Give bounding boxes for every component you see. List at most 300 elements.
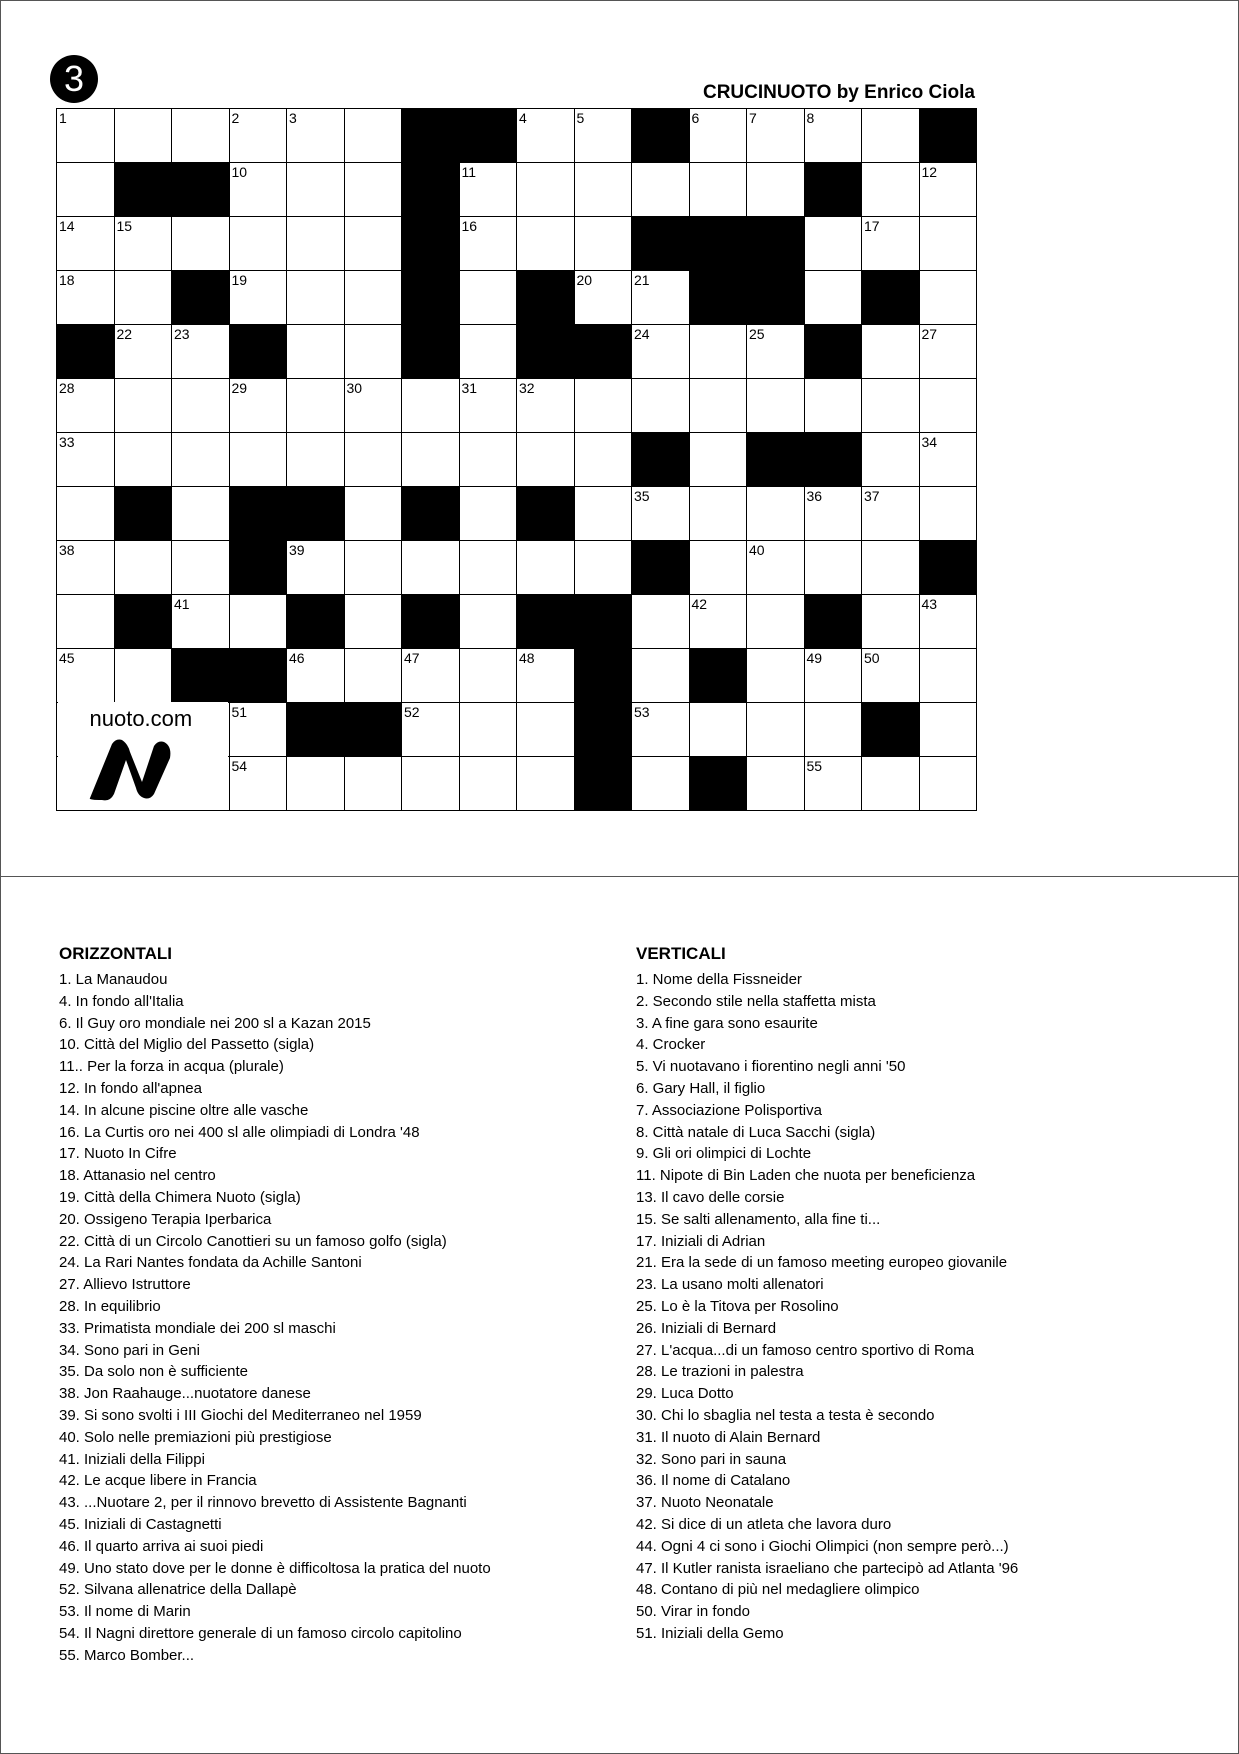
black-cell: [747, 271, 805, 325]
down-clue: 37. Nuoto Neonatale: [636, 1494, 774, 1512]
puzzle-title: CRUCINUOTO by Enrico Ciola: [702, 82, 975, 103]
black-cell: [172, 271, 230, 325]
grid-cell[interactable]: [345, 271, 403, 325]
grid-cell[interactable]: [57, 595, 115, 649]
cell-number: 52: [404, 704, 420, 720]
across-clue: 41. Iniziali della Filippi: [59, 1450, 205, 1468]
down-clue: 2. Secondo stile nella staffetta mista: [636, 992, 876, 1010]
cell-number: 19: [231, 272, 248, 288]
grid-cell[interactable]: [575, 109, 633, 163]
across-clue: 6. Il Guy oro mondiale nei 200 sl a Kazan 2015: [59, 1014, 371, 1032]
grid-cell[interactable]: [115, 379, 173, 433]
cell-number: 9: [921, 110, 930, 126]
grid-cell[interactable]: [402, 433, 460, 487]
down-clue: 31. Il nuoto di Alain Bernard: [636, 1428, 821, 1446]
cell-number: 28: [59, 380, 75, 396]
grid-cell[interactable]: [57, 379, 115, 433]
grid-cell[interactable]: [805, 487, 863, 541]
black-cell: [402, 325, 460, 379]
grid-cell[interactable]: [632, 271, 690, 325]
cell-number: 34: [921, 434, 938, 450]
across-clue: 12. In fondo all'apnea: [59, 1079, 202, 1097]
cell-number: 23: [174, 326, 190, 342]
grid-cell[interactable]: [747, 649, 805, 703]
black-cell: [690, 757, 748, 811]
grid-cell[interactable]: [920, 649, 978, 703]
black-cell: [862, 703, 920, 757]
grid-cell[interactable]: [230, 379, 288, 433]
black-cell: [115, 163, 173, 217]
across-clue: 35. Da solo non è sufficiente: [59, 1363, 249, 1381]
grid-cell[interactable]: [230, 757, 288, 811]
down-clue: 5. Vi nuotavano i fiorentino negli anni '50: [636, 1058, 906, 1076]
grid-cell[interactable]: [920, 271, 978, 325]
down-clue: 42. Si dice di un atleta che lavora duro: [636, 1515, 892, 1533]
grid-cell[interactable]: [805, 271, 863, 325]
cell-number: 26: [806, 326, 823, 342]
logo-text: nuoto.com: [89, 706, 193, 731]
down-clue: 4. Crocker: [636, 1036, 706, 1054]
grid-cell[interactable]: [747, 109, 805, 163]
grid-cell[interactable]: [57, 217, 115, 271]
across-clue: 17. Nuoto In Cifre: [59, 1145, 177, 1163]
across-clue: 16. La Curtis oro nei 400 sl alle olimpiadi di Londra '48: [59, 1123, 420, 1141]
grid-cell[interactable]: [862, 163, 920, 217]
grid-cell[interactable]: [230, 109, 288, 163]
across-clue: 53. Il nome di Marin: [59, 1603, 191, 1621]
cell-number: 22: [116, 326, 133, 342]
down-clue: 51. Iniziali della Gemo: [636, 1624, 784, 1642]
grid-cell[interactable]: [345, 595, 403, 649]
grid-cell[interactable]: [862, 217, 920, 271]
grid-cell[interactable]: [690, 109, 748, 163]
cell-number: 41: [174, 596, 190, 612]
grid-cell[interactable]: [172, 379, 230, 433]
grid-cell[interactable]: [172, 487, 230, 541]
grid-cell[interactable]: [287, 379, 345, 433]
across-clue: 19. Città della Chimera Nuoto (sigla): [59, 1188, 301, 1206]
across-clue: 27. Allievo Istruttore: [59, 1276, 191, 1294]
cell-number: 38: [59, 542, 75, 558]
across-clue: 45. Iniziali di Castagnetti: [59, 1515, 222, 1533]
black-cell: [517, 325, 575, 379]
down-clue: 26. Iniziali di Bernard: [636, 1319, 777, 1337]
grid-cell[interactable]: [747, 325, 805, 379]
down-clue: 28. Le trazioni in palestra: [636, 1363, 804, 1381]
grid-cell[interactable]: [402, 541, 460, 595]
grid-cell[interactable]: [862, 433, 920, 487]
black-cell: [402, 109, 460, 163]
grid-cell[interactable]: [862, 487, 920, 541]
down-clue: 21. Era la sede di un famoso meeting europeo giovanile: [636, 1254, 1008, 1272]
grid-cell[interactable]: [172, 217, 230, 271]
across-clue: 46. Il quarto arriva ai suoi piedi: [59, 1537, 264, 1555]
black-cell: [575, 325, 633, 379]
black-cell: [230, 325, 288, 379]
across-clue: 43. ...Nuotare 2, per il rinnovo brevetto di Assistente Bagnanti: [59, 1494, 467, 1512]
grid-cell[interactable]: [920, 163, 978, 217]
grid-cell[interactable]: [460, 163, 518, 217]
cell-number: 29: [231, 380, 248, 396]
cell-number: 18: [59, 272, 75, 288]
grid-cell[interactable]: [517, 541, 575, 595]
black-cell: [575, 649, 633, 703]
grid-cell[interactable]: [575, 487, 633, 541]
grid-cell[interactable]: [632, 487, 690, 541]
cell-number: 25: [749, 326, 765, 342]
grid-cell[interactable]: [115, 649, 173, 703]
grid-cell[interactable]: [862, 325, 920, 379]
across-clue: 28. In equilibrio: [59, 1297, 161, 1315]
nuoto-logo-icon: [84, 738, 184, 802]
cell-number: 53: [634, 704, 650, 720]
across-clue: 4. In fondo all'Italia: [59, 992, 184, 1010]
black-cell: [862, 271, 920, 325]
cell-number: 30: [346, 380, 363, 396]
grid-cell[interactable]: [460, 541, 518, 595]
grid-cell[interactable]: [287, 541, 345, 595]
grid-cell[interactable]: [287, 217, 345, 271]
grid-cell[interactable]: [402, 757, 460, 811]
page-number-badge: 3: [50, 55, 98, 103]
grid-cell[interactable]: [805, 649, 863, 703]
grid-cell[interactable]: [460, 433, 518, 487]
down-clue: 3. A fine gara sono esaurite: [636, 1014, 818, 1032]
cell-number: 7: [749, 110, 757, 126]
cell-number: 45: [59, 650, 75, 666]
cell-number: 16: [461, 218, 478, 234]
grid-cell[interactable]: [632, 325, 690, 379]
grid-cell[interactable]: [402, 379, 460, 433]
grid-cell[interactable]: [690, 703, 748, 757]
grid-cell[interactable]: [920, 703, 978, 757]
down-clue: 50. Virar in fondo: [636, 1603, 750, 1621]
black-cell: [402, 487, 460, 541]
grid-cell[interactable]: [632, 757, 690, 811]
black-cell: [575, 595, 633, 649]
grid-cell[interactable]: [862, 649, 920, 703]
cell-number: 5: [576, 110, 585, 126]
grid-cell[interactable]: [460, 595, 518, 649]
grid-cell[interactable]: [345, 757, 403, 811]
grid-cell[interactable]: [632, 595, 690, 649]
black-cell: [230, 487, 288, 541]
grid-cell[interactable]: [632, 703, 690, 757]
grid-cell[interactable]: [287, 433, 345, 487]
black-cell: [230, 649, 288, 703]
grid-cell[interactable]: [862, 541, 920, 595]
grid-cell[interactable]: [115, 325, 173, 379]
down-clues: [636, 942, 1018, 1645]
grid-cell[interactable]: [517, 217, 575, 271]
black-cell: [402, 271, 460, 325]
down-clue: 36. Il nome di Catalano: [636, 1472, 791, 1490]
grid-cell[interactable]: [747, 595, 805, 649]
black-cell: [172, 163, 230, 217]
cell-number: 42: [691, 596, 708, 612]
grid-cell[interactable]: [345, 163, 403, 217]
grid-cell[interactable]: [920, 757, 978, 811]
black-cell: [690, 271, 748, 325]
across-clue: 11.. Per la forza in acqua (plurale): [59, 1058, 284, 1076]
black-cell: [632, 541, 690, 595]
grid-cell[interactable]: [862, 595, 920, 649]
across-clue: 33. Primatista mondiale dei 200 sl maschi: [59, 1319, 336, 1337]
down-clue: 1. Nome della Fissneider: [636, 971, 802, 988]
black-cell: [345, 703, 403, 757]
grid-cell[interactable]: [575, 541, 633, 595]
grid-cell[interactable]: [460, 703, 518, 757]
grid-cell[interactable]: [575, 217, 633, 271]
down-heading: VERTICALI: [636, 944, 726, 963]
grid-cell[interactable]: [57, 487, 115, 541]
grid-cell[interactable]: [345, 487, 403, 541]
grid-cell[interactable]: [575, 271, 633, 325]
grid-cell[interactable]: [57, 541, 115, 595]
across-clue: 22. Città di un Circolo Canottieri su un famoso golfo (sigla): [59, 1232, 447, 1250]
grid-cell[interactable]: [517, 649, 575, 703]
grid-cell[interactable]: [57, 163, 115, 217]
grid-cell[interactable]: [230, 703, 288, 757]
black-cell: [402, 163, 460, 217]
black-cell: [632, 217, 690, 271]
grid-cell[interactable]: [805, 703, 863, 757]
black-cell: [517, 595, 575, 649]
across-clue: 42. Le acque libere in Francia: [59, 1472, 257, 1490]
cell-number: 4: [519, 110, 527, 126]
grid-cell[interactable]: [805, 757, 863, 811]
cell-number: 31: [461, 380, 478, 396]
cell-number: 6: [691, 110, 700, 126]
across-clue: 39. Si sono svolti i III Giochi del Mediterraneo nel 1959: [59, 1406, 422, 1424]
grid-cell[interactable]: [57, 109, 115, 163]
across-clue: 40. Solo nelle premiazioni più prestigiose: [59, 1428, 332, 1446]
down-clue: 7. Associazione Polisportiva: [636, 1101, 822, 1119]
cell-number: 10: [231, 164, 248, 180]
grid-cell[interactable]: [460, 649, 518, 703]
black-cell: [690, 217, 748, 271]
black-cell: [287, 487, 345, 541]
black-cell: [460, 109, 518, 163]
down-clue: 8. Città natale di Luca Sacchi (sigla): [636, 1123, 876, 1141]
grid-cell[interactable]: [230, 271, 288, 325]
grid-cell[interactable]: [172, 595, 230, 649]
grid-cell[interactable]: [920, 325, 978, 379]
grid-cell[interactable]: [345, 541, 403, 595]
grid-cell[interactable]: [690, 595, 748, 649]
black-cell: [287, 595, 345, 649]
across-heading: ORIZZONTALI: [59, 944, 172, 963]
grid-cell[interactable]: [172, 325, 230, 379]
grid-cell[interactable]: [345, 379, 403, 433]
grid-cell[interactable]: [747, 541, 805, 595]
cell-number: 17: [864, 218, 880, 234]
across-clue: 54. Il Nagni direttore generale di un famoso circolo capitolino: [59, 1624, 462, 1642]
grid-cell[interactable]: [690, 325, 748, 379]
black-cell: [632, 109, 690, 163]
grid-cell[interactable]: [115, 271, 173, 325]
cell-number: 3: [289, 110, 297, 126]
grid-cell[interactable]: [287, 163, 345, 217]
grid-cell[interactable]: [920, 379, 978, 433]
grid-cell[interactable]: [402, 649, 460, 703]
black-cell: [115, 487, 173, 541]
grid-cell[interactable]: [575, 433, 633, 487]
grid-cell[interactable]: [747, 703, 805, 757]
cell-number: 12: [921, 164, 938, 180]
across-clue: 1. La Manaudou: [59, 971, 168, 988]
grid-cell[interactable]: [517, 379, 575, 433]
cell-number: 32: [519, 380, 535, 396]
down-clue: 13. Il cavo delle corsie: [636, 1188, 785, 1206]
down-clue: 17. Iniziali di Adrian: [636, 1232, 766, 1250]
grid-cell[interactable]: [345, 217, 403, 271]
grid-cell[interactable]: [632, 649, 690, 703]
grid-cell[interactable]: [747, 757, 805, 811]
grid-cell[interactable]: [805, 217, 863, 271]
across-clue: 14. In alcune piscine oltre alle vasche: [59, 1101, 309, 1119]
grid-cell[interactable]: [345, 649, 403, 703]
cell-number: 43: [921, 596, 938, 612]
black-cell: [632, 433, 690, 487]
grid-cell[interactable]: [805, 379, 863, 433]
grid-cell[interactable]: [345, 109, 403, 163]
down-clue: 9. Gli ori olimpici di Lochte: [636, 1145, 812, 1163]
grid-cell[interactable]: [345, 325, 403, 379]
down-clue: 32. Sono pari in sauna: [636, 1450, 787, 1468]
grid-cell[interactable]: [287, 757, 345, 811]
grid-cell[interactable]: [460, 487, 518, 541]
grid-cell[interactable]: [747, 487, 805, 541]
grid-cell[interactable]: [805, 541, 863, 595]
black-cell: [402, 217, 460, 271]
black-cell: [805, 595, 863, 649]
black-cell: [517, 271, 575, 325]
cell-number: 2: [231, 110, 240, 126]
grid-cell[interactable]: [517, 757, 575, 811]
grid-cell[interactable]: [460, 271, 518, 325]
black-cell: [172, 649, 230, 703]
grid-cell[interactable]: [517, 433, 575, 487]
black-cell: [575, 703, 633, 757]
grid-cell[interactable]: [632, 163, 690, 217]
grid-cell[interactable]: [172, 433, 230, 487]
cell-number: 24: [634, 326, 650, 342]
grid-cell[interactable]: [575, 379, 633, 433]
grid-cell[interactable]: [230, 595, 288, 649]
cell-number: 14: [59, 218, 75, 234]
cell-number: 20: [576, 272, 593, 288]
grid-cell[interactable]: [862, 379, 920, 433]
grid-cell[interactable]: [517, 109, 575, 163]
grid-cell[interactable]: [690, 433, 748, 487]
cell-number: 51: [231, 704, 248, 720]
grid-cell[interactable]: [690, 487, 748, 541]
grid-cell[interactable]: [287, 649, 345, 703]
grid-cell[interactable]: [460, 325, 518, 379]
grid-cell[interactable]: [690, 379, 748, 433]
across-clue: 52. Silvana allenatrice della Dallapè: [59, 1581, 297, 1599]
cell-number: 40: [749, 542, 765, 558]
cell-number: 39: [289, 542, 305, 558]
black-cell: [805, 433, 863, 487]
grid-cell[interactable]: [172, 541, 230, 595]
grid-cell[interactable]: [230, 217, 288, 271]
black-cell: [115, 595, 173, 649]
across-clue: 55. Marco Bomber...: [59, 1646, 195, 1664]
grid-cell[interactable]: [460, 217, 518, 271]
black-cell: [402, 595, 460, 649]
grid-cell[interactable]: [517, 703, 575, 757]
grid-cell[interactable]: [115, 217, 173, 271]
cell-number: 11: [461, 164, 477, 180]
grid-cell[interactable]: [920, 433, 978, 487]
grid-cell[interactable]: [115, 433, 173, 487]
cell-number: 47: [404, 650, 420, 666]
black-cell: [747, 217, 805, 271]
logo: [58, 702, 228, 810]
grid-cell[interactable]: [920, 487, 978, 541]
grid-cell[interactable]: [632, 379, 690, 433]
grid-cell[interactable]: [230, 433, 288, 487]
down-clue: 29. Luca Dotto: [636, 1385, 734, 1403]
down-clue: 15. Se salti allenamento, alla fine ti...: [636, 1210, 881, 1228]
grid-cell[interactable]: [57, 271, 115, 325]
across-clue: 49. Uno stato dove per le donne è difficoltosa la pratica del nuoto: [59, 1559, 491, 1577]
down-clue: 6. Gary Hall, il figlio: [636, 1079, 766, 1097]
grid-cell[interactable]: [115, 109, 173, 163]
grid-cell[interactable]: [690, 163, 748, 217]
grid-cell[interactable]: [57, 649, 115, 703]
grid-cell[interactable]: [920, 217, 978, 271]
grid-cell[interactable]: [460, 379, 518, 433]
grid-cell[interactable]: [805, 109, 863, 163]
grid-cell[interactable]: [287, 271, 345, 325]
cell-number: 27: [921, 326, 938, 342]
grid-cell[interactable]: [287, 109, 345, 163]
cell-number: 46: [289, 650, 305, 666]
grid-cell[interactable]: [575, 163, 633, 217]
black-cell: [57, 325, 115, 379]
grid-cell[interactable]: [115, 541, 173, 595]
black-cell: [920, 541, 978, 595]
grid-cell[interactable]: [747, 163, 805, 217]
cell-number: 36: [806, 488, 823, 504]
grid-cell[interactable]: [747, 379, 805, 433]
cell-number: 37: [864, 488, 880, 504]
grid-cell[interactable]: [517, 163, 575, 217]
cell-number: 54: [231, 758, 248, 774]
cell-number: 15: [116, 218, 133, 234]
across-clue: 34. Sono pari in Geni: [59, 1341, 200, 1359]
grid-cell[interactable]: [690, 541, 748, 595]
grid-cell[interactable]: [230, 163, 288, 217]
down-clue: 23. La usano molti allenatori: [636, 1276, 824, 1294]
grid-cell[interactable]: [345, 433, 403, 487]
across-clue: 24. La Rari Nantes fondata da Achille Santoni: [59, 1254, 362, 1272]
cell-number: 49: [806, 650, 823, 666]
grid-cell[interactable]: [287, 325, 345, 379]
down-clue: 30. Chi lo sbaglia nel testa a testa è secondo: [636, 1406, 935, 1424]
grid-cell[interactable]: [862, 109, 920, 163]
grid-cell[interactable]: [402, 703, 460, 757]
grid-cell[interactable]: [57, 433, 115, 487]
down-clue: 11. Nipote di Bin Laden che nuota per beneficienza: [636, 1167, 976, 1185]
grid-cell[interactable]: [862, 757, 920, 811]
grid-cell[interactable]: [920, 595, 978, 649]
grid-cell[interactable]: [460, 757, 518, 811]
grid-cell[interactable]: [172, 109, 230, 163]
